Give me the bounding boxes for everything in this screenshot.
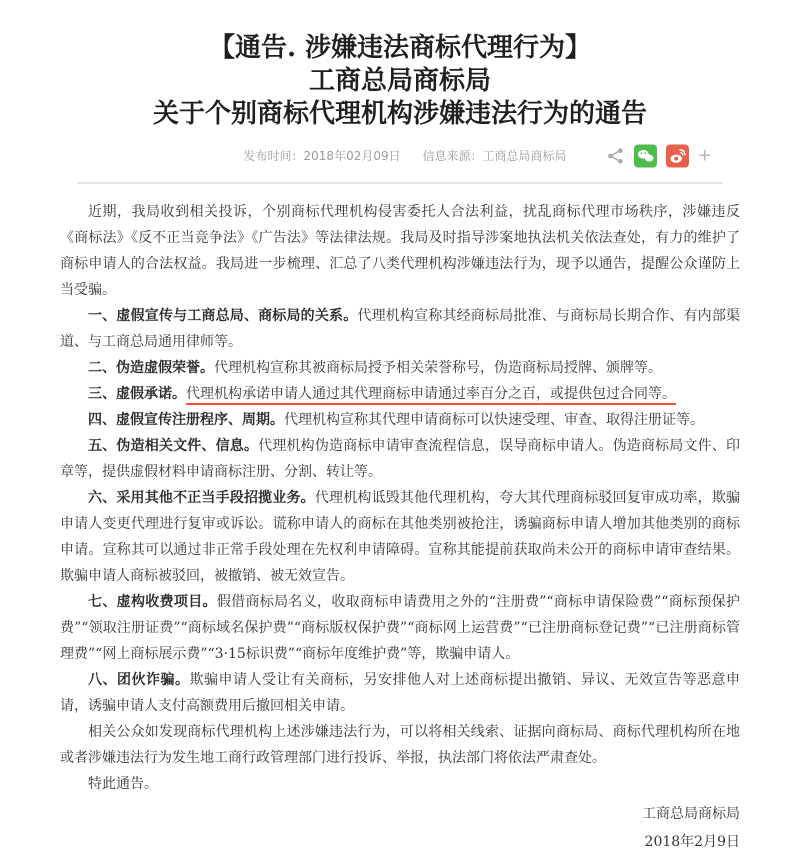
section-text: 代理机构伪造商标申请审查流程信息，误导商标申请人。伪造商标局文件、印章等，提供虚假材料申请商标注册、分割、转让等。: [60, 438, 741, 480]
signature-date: 2018年2月9日: [644, 834, 740, 850]
section-lead: 四、虚假宣传注册程序、周期。: [88, 412, 284, 428]
notice-page: [0, 32, 800, 858]
section-lead: 三、虚假承诺。: [88, 386, 186, 402]
share-icon[interactable]: [606, 147, 625, 166]
page-title-line-3: 关于个别商标代理机构涉嫌违法行为的通告: [152, 99, 647, 129]
section-lead: 五、伪造相关文件、信息。: [88, 438, 259, 454]
header-divider: [77, 182, 723, 184]
section-text: 代理机构诋毁其他代理机构，夸大其代理商标驳回复审成功率，欺骗申请人变更代理进行复审或诉讼。谎称申请人的商标在其他类别被抢注，诱骗商标申请人增加其他类别的商标申请。宣称其可以通过非正常手段处理在先权利申请障碍。宣称其能提前获取尚未公开的商标申请审查结果。欺骗申请人商标被驳回，被撤销、被无效宣告。: [60, 490, 740, 584]
wechat-icon[interactable]: [634, 145, 657, 168]
page-title-line-2: 工商总局商标局: [308, 66, 491, 96]
section-lead: 八、团伙诈骗。: [88, 672, 190, 688]
section-text: 代理机构宣称其代理申请商标可以快速受理、审查、取得注册证等。: [284, 412, 704, 428]
signature-org: 工商总局商标局: [642, 806, 740, 822]
section-paragraph: [60, 407, 740, 433]
section-text: 假借商标局名义，收取商标申请费用之外的“注册费”“商标申请保险费”“商标预保护费”“领取注册证费”“商标域名保护费”“商标版权保护费”“商标网上运营费”“已注册商标登记费”“已注册商标管理费”“网上商标展示费”“3·15标识费”“商标年度维护费”等，欺骗申请人。: [60, 594, 740, 662]
section-text: 代理机构宣称其经商标局批准、与商标局长期合作、有内部渠道、与工商总局通用律师等。: [60, 308, 741, 350]
weibo-icon[interactable]: [666, 145, 689, 168]
more-share-icon[interactable]: +: [697, 145, 712, 166]
section-paragraph: [60, 485, 740, 589]
section-paragraph: [60, 589, 740, 667]
underlined-text: 代理机构承诺申请人通过其代理商标申请通过率百分之百，或提供包过合同等。: [186, 386, 676, 405]
signature-block: [60, 800, 740, 856]
article-body: [60, 199, 740, 856]
page-title-line-1: 【通告. 涉嫌违法商标代理行为】: [208, 33, 592, 63]
info-source: 信息来源：工商总局商标局: [422, 149, 567, 163]
page-title: [0, 32, 800, 131]
section-lead: 二、伪造虚假荣誉。: [88, 360, 214, 376]
section-text: 代理机构宣称其被商标局授予相关荣誉称号，伪造商标局授牌、颁牌等。: [214, 360, 662, 376]
share-bar: [606, 145, 712, 168]
meta-row: [0, 143, 800, 169]
article-paragraph: 相关公众如发现商标代理机构上述涉嫌违法行为，可以将相关线索、证据向商标局、商标代理机构所在地或者涉嫌违法行为发生地工商行政管理部门进行投诉、举报，执法部门将依法严肃查处。: [60, 724, 740, 766]
section-text: 欺骗申请人受让有关商标，另安排他人对上述商标提出撤销、异议、无效宣告等恶意申请，诱骗申请人支付高额费用后撤回相关申请。: [60, 672, 740, 714]
section-lead: 七、虚构收费项目。: [88, 594, 217, 610]
publish-time: 发布时间：2018年02月09日: [243, 149, 401, 163]
section-lead: 一、虚假宣传与工商总局、商标局的关系。: [88, 308, 358, 324]
article-paragraph: 近期，我局收到相关投诉，个别商标代理机构侵害委托人合法利益，扰乱商标代理市场秩序，涉嫌违反《商标法》《反不正当竞争法》《广告法》等法律法规。我局及时指导涉案地执法机关依法查处，有力的维护了商标申请人的合法权益。我局进一步梳理、汇总了八类代理机构涉嫌违法行为，现予以通告，提醒公众谨防上当受骗。: [60, 204, 740, 298]
section-paragraph: [60, 355, 740, 381]
section-paragraph: [60, 381, 740, 407]
section-paragraph: [60, 433, 740, 485]
section-paragraph: [60, 667, 740, 719]
article-paragraph: 特此通告。: [88, 776, 158, 792]
section-lead: 六、采用其他不正当手段招揽业务。: [88, 490, 315, 506]
section-paragraph: [60, 303, 740, 355]
